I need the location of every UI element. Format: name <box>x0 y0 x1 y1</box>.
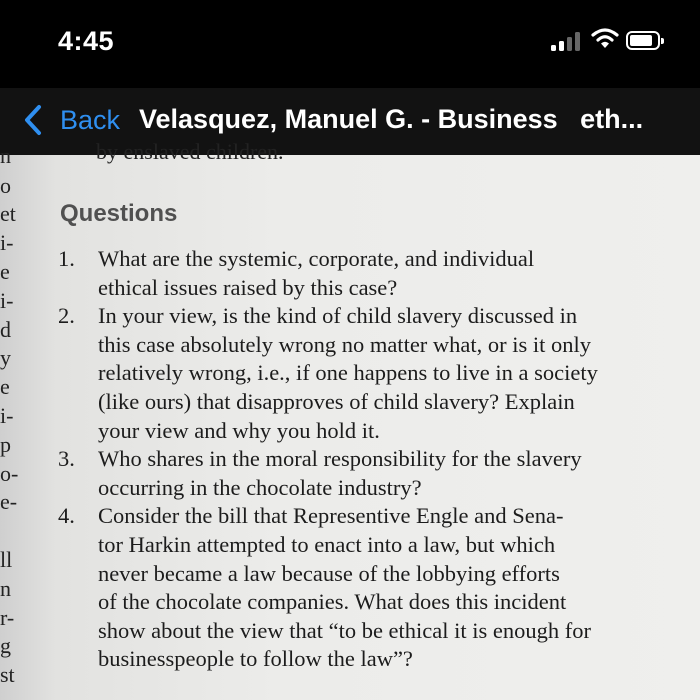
question-number: 2. <box>58 303 75 329</box>
wifi-icon <box>591 28 619 50</box>
question-line: show about the view that “to be ethical it is enough for <box>98 617 592 643</box>
question-item <box>58 245 658 302</box>
question-line: relatively wrong, i.e., if one happens to live in a society <box>98 360 598 386</box>
back-label: Back <box>60 104 121 135</box>
margin-fragment: ll <box>0 547 13 572</box>
question-line: of the chocolate companies. What does this incident <box>98 589 567 615</box>
adjacent-page-margin <box>0 143 26 700</box>
margin-fragment: i- <box>0 403 14 428</box>
question-item <box>58 445 658 502</box>
status-time: 4:45 <box>58 26 115 56</box>
margin-fragment: p <box>0 432 11 457</box>
question-line: Who shares in the moral responsibility for the slavery <box>98 446 582 472</box>
question-line: What are the systemic, corporate, and individual <box>98 246 535 271</box>
question-item <box>58 302 658 445</box>
margin-fragment: n <box>0 576 11 601</box>
margin-fragment: g <box>0 633 11 658</box>
question-item <box>58 502 658 674</box>
question-line: businesspeople to follow the law”? <box>98 646 413 672</box>
margin-fragment: st <box>0 662 15 687</box>
margin-fragment: e <box>0 259 10 284</box>
margin-fragment: i- <box>0 230 14 255</box>
status-bar <box>0 0 700 88</box>
margin-fragment: i- <box>0 288 14 313</box>
questions-heading: Questions <box>60 200 178 227</box>
question-line: never became a law because of the lobbying efforts <box>98 560 560 586</box>
margin-fragment: et <box>0 201 16 226</box>
question-line: In your view, is the kind of child slavery discussed in <box>98 303 578 329</box>
book-title: Velasquez, Manuel G. - Business eth... <box>139 104 644 134</box>
margin-fragment: d <box>0 317 11 342</box>
book-page[interactable] <box>0 139 700 700</box>
margin-fragment: e- <box>0 489 18 514</box>
margin-fragment: e <box>0 374 10 399</box>
back-button[interactable] <box>20 102 120 138</box>
question-number: 1. <box>58 246 75 271</box>
cellular-signal-icon <box>551 31 581 51</box>
question-list <box>58 245 658 674</box>
margin-fragment: r- <box>0 605 15 630</box>
battery-icon <box>626 31 660 50</box>
previous-text-line: by enslaved children. <box>96 139 284 164</box>
question-number: 4. <box>58 503 75 529</box>
question-line: (like ours) that disapproves of child slavery? Explain <box>98 388 575 414</box>
question-line: occurring in the chocolate industry? <box>98 474 422 500</box>
question-line: your view and why you hold it. <box>98 417 380 443</box>
margin-fragment: n <box>0 143 11 168</box>
question-line: ethical issues raised by this case? <box>98 274 398 300</box>
margin-fragment: y <box>0 345 11 370</box>
margin-fragment: o <box>0 173 11 198</box>
question-line: tor Harkin attempted to enact into a law, but which <box>98 531 556 557</box>
chevron-left-icon <box>20 102 48 138</box>
question-line: Consider the bill that Representive Engle and Sena- <box>98 503 564 529</box>
question-line: this case absolutely wrong no matter what, or is it only <box>98 331 592 357</box>
question-number: 3. <box>58 446 75 472</box>
margin-fragment: o- <box>0 461 19 486</box>
